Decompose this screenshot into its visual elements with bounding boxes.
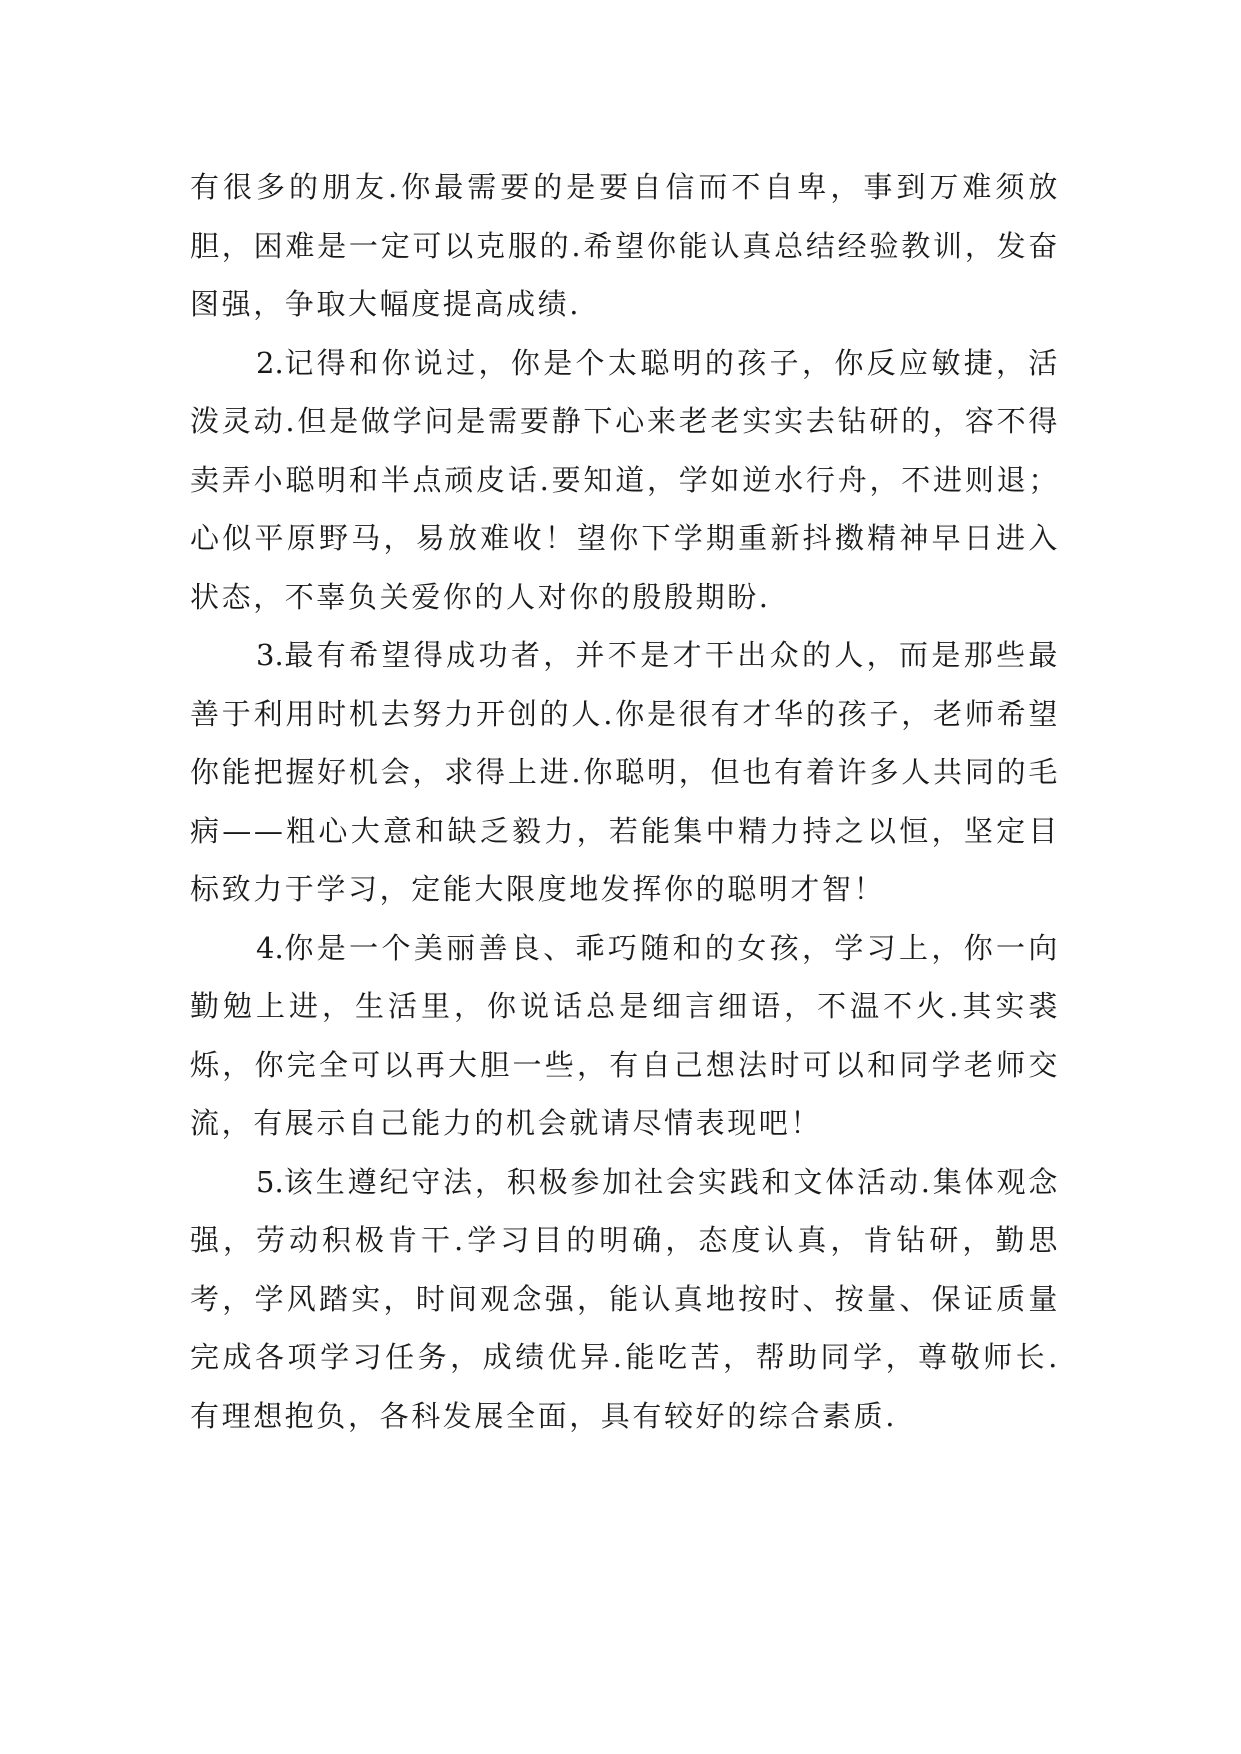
paragraph-item-2 <box>190 334 1060 627</box>
paragraph-number: 4. <box>256 930 284 965</box>
paragraph-item-4 <box>190 919 1060 1153</box>
paragraph-item-5 <box>190 1153 1060 1446</box>
paragraph-number: 5. <box>256 1164 284 1199</box>
paragraph-item-3 <box>190 626 1060 919</box>
paragraph-text: 最有希望得成功者，并不是才干出众的人，而是那些最善于利用时机去努力开创的人.你是很有才华的孩子，老师希望你能把握好机会，求得上进.你聪明，但也有着许多人共同的毛病——粗心大意和缺乏毅力，若能集中精力持之以恒，坚定目标致力于学习，定能大限度地发挥你的聪明才智！ <box>190 638 1060 906</box>
document-body <box>190 158 1060 1445</box>
paragraph-number: 3. <box>256 638 284 672</box>
paragraph-text: 你是一个美丽善良、乖巧随和的女孩，学习上，你一向勤勉上进，生活里，你说话总是细言细语，不温不火.其实裘烁，你完全可以再大胆一些，有自己想法时可以和同学老师交流，有展示自己能力的机会就请尽情表现吧！ <box>190 930 1060 1140</box>
paragraph-text: 该生遵纪守法，积极参加社会实践和文体活动.集体观念强，劳动积极肯干.学习目的明确，态度认真，肯钻研，勤思考，学风踏实，时间观念强，能认真地按时、按量、保证质量完成各项学习任务，成绩优异.能吃苦，帮助同学，尊敬师长.有理想抱负，各科发展全面，具有较好的综合素质. <box>190 1164 1060 1433</box>
paragraph-text: 记得和你说过，你是个太聪明的孩子，你反应敏捷，活泼灵动.但是做学问是需要静下心来老老实实去钻研的，容不得卖弄小聪明和半点顽皮话.要知道，学如逆水行舟，不进则退；心似平原野马，易放难收！望你下学期重新抖擞精神早日进入状态，不辜负关爱你的人对你的殷殷期盼. <box>190 345 1060 614</box>
paragraph-number: 2. <box>256 345 284 380</box>
paragraph-continuation <box>190 158 1060 334</box>
paragraph-text: 有很多的朋友.你最需要的是要自信而不自卑，事到万难须放胆，困难是一定可以克服的.希望你能认真总结经验教训，发奋图强，争取大幅度提高成绩. <box>190 170 1060 321</box>
